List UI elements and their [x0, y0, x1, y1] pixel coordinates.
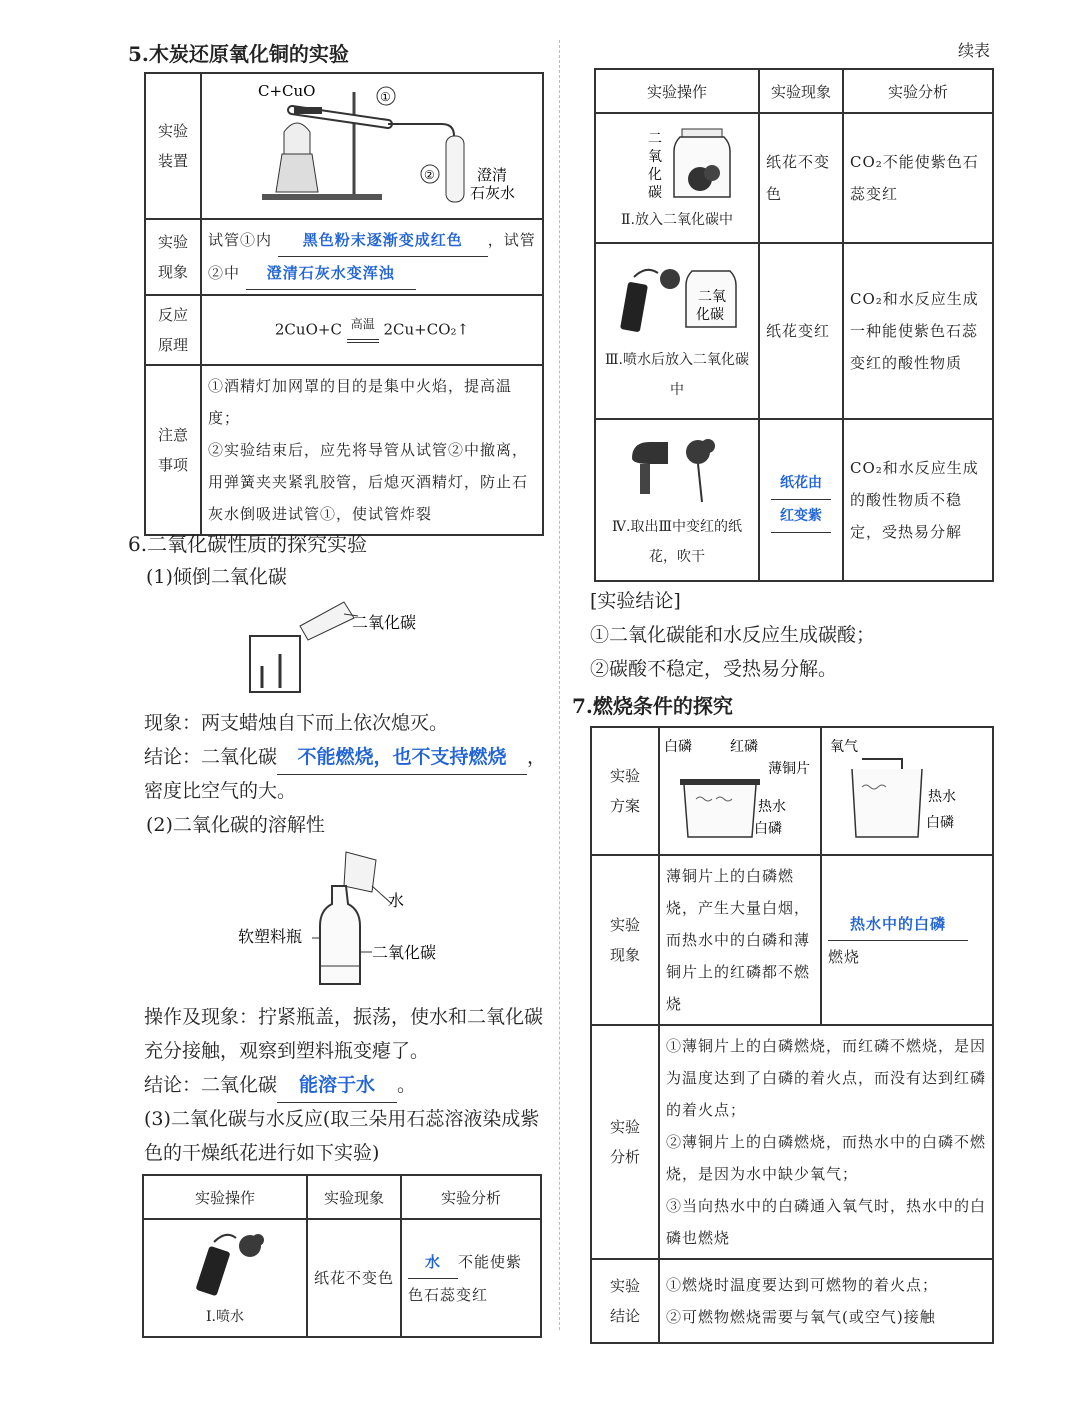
fig-white-p3: 白磷: [926, 815, 954, 831]
co2-water-table-part1: [142, 1174, 542, 1338]
row1-op: [143, 1219, 307, 1337]
fig1-co2-label: 二氧化碳: [352, 613, 417, 632]
row4-ana: CO₂和水反应生成的酸性物质不稳定，受热易分解: [843, 419, 993, 581]
concl-cell: ①燃烧时温度要达到可燃物的着火点； ②可燃物燃烧需要与氧气(或空气)接触: [659, 1259, 993, 1343]
answer-red-to-purple: 红变紫: [771, 500, 831, 533]
plan-right: [821, 727, 993, 855]
conclusion-title: [实验结论]: [590, 590, 681, 612]
phenomenon-text: 现象：两支蜡烛自下而上依次熄灭。: [144, 712, 449, 734]
phenomenon-cell: 试管①内 黑色粉末逐渐变成红色 ，试管②中 澄清石灰水变浑浊: [201, 219, 543, 295]
ana-label: 实验 分析: [591, 1025, 659, 1259]
tube2-label: ②: [424, 168, 435, 182]
svg-text:氧: 氧: [648, 149, 662, 165]
header-op: 实验操作: [143, 1175, 307, 1219]
copper-sheet-figure: [660, 729, 820, 849]
answer-not-burn: 不能燃烧，也不支持燃烧: [277, 740, 527, 775]
row3-phen: 纸花变红: [759, 243, 843, 419]
phenomenon-label: 实验 现象: [145, 219, 201, 295]
concl-label: 实验 结论: [591, 1259, 659, 1343]
pour-co2-figure: [240, 596, 440, 696]
header-ana: 实验分析: [401, 1175, 541, 1219]
column-divider: [559, 40, 560, 1330]
conclusion-c2: ②碳酸不稳定，受热易分解。: [590, 658, 838, 680]
svg-text:化: 化: [648, 167, 662, 183]
conclusion-2: 结论：二氧化碳 能溶于水 。: [144, 1068, 416, 1103]
row1-ana: 水 不能使紫色石蕊变红: [401, 1219, 541, 1337]
row2-op: [595, 113, 759, 243]
device-figure-cell: [201, 73, 543, 219]
phen-left: 薄铜片上的白磷燃烧，产生大量白烟，而热水中的白磷和薄铜片上的红磷都不燃烧: [659, 855, 821, 1025]
row3-ana: CO₂和水反应生成一种能使紫色石蕊变红的酸性物质: [843, 243, 993, 419]
sub3: (3)二氧化碳与水反应(取三朵用石蕊溶液染成紫色的干燥纸花进行如下实验): [144, 1108, 540, 1164]
tube1-label: ①: [380, 90, 391, 104]
phen-label: 实验 现象: [591, 855, 659, 1025]
fig-copper: 薄铜片: [768, 761, 810, 777]
row1-phen: 纸花不变色: [307, 1219, 401, 1337]
row3-jar-label: 二氧: [698, 289, 726, 305]
spray-and-jar-icon: [612, 257, 742, 341]
sub2: (2)二氧化碳的溶解性: [146, 814, 325, 836]
answer-limewater-turbid: 澄清石灰水变浑浊: [246, 257, 416, 290]
section-5-title: 5.木炭还原氧化铜的实验: [128, 42, 349, 66]
limewater-label: 澄清: [477, 166, 508, 184]
header-phen: 实验现象: [307, 1175, 401, 1219]
answer-soluble: 能溶于水: [277, 1068, 397, 1103]
svg-text:化碳: 化碳: [696, 307, 724, 323]
fig-red-p: 红磷: [730, 739, 758, 755]
answer-flower: 纸花由: [771, 467, 831, 500]
answer-black-to-red: 黑色粉末逐渐变成红色: [278, 224, 488, 257]
answer-hot-water-p: 热水中的白磷: [828, 908, 968, 941]
fig-white-p: 白磷: [664, 739, 692, 755]
row2-phen: 纸花不变色: [759, 113, 843, 243]
conclusion-c1: ①二氧化碳能和水反应生成碳酸；: [590, 624, 876, 646]
device-label: 实验 装置: [145, 73, 201, 219]
section-5-table: [144, 72, 544, 536]
principle-label: 反应 原理: [145, 295, 201, 365]
section-7-table: [590, 726, 994, 1344]
row4-op-label: Ⅳ.取出Ⅲ中变红的纸花，吹干: [612, 519, 742, 565]
oxygen-figure: [822, 729, 992, 849]
fig2-bottle-label: 软塑料瓶: [238, 927, 303, 946]
section-7-title: 7.燃烧条件的探究: [572, 694, 733, 718]
row3-op: [595, 243, 759, 419]
row4-op: [595, 419, 759, 581]
principle-cell: 2CuO+C 高温 2Cu+CO₂↑: [201, 295, 543, 365]
fig-oxygen: 氧气: [830, 739, 858, 755]
cont-header-ana: 实验分析: [843, 69, 993, 113]
row2-ana: CO₂不能使紫色石蕊变红: [843, 113, 993, 243]
section-6-title: 6.二氧化碳性质的探究实验: [128, 532, 368, 556]
conclusion-1: 结论：二氧化碳 不能燃烧，也不支持燃烧 ，: [144, 740, 546, 775]
operation-text: 操作及现象：拧紧瓶盖，振荡，使水和二氧化碳充分接触，观察到塑料瓶变瘪了。: [144, 1006, 544, 1062]
row2-jar-label: 二: [648, 131, 662, 147]
co2-jar-icon: [612, 121, 742, 201]
reagent-label: C+CuO: [258, 82, 316, 100]
fig2-co2-label: 二氧化碳: [372, 943, 437, 962]
fig-hot-water: 热水: [758, 799, 786, 815]
row4-phen: [759, 419, 843, 581]
conclusion-1-line2: 密度比空气的大。: [144, 780, 297, 802]
notes-cell: ①酒精灯加网罩的目的是集中火焰，提高温度； ②实验结束后，应先将导管从试管②中撤离，用弹簧夹夹紧乳胶管，后熄灭酒精灯，防止石灰水倒吸进试管①，使试管炸裂: [201, 365, 543, 535]
ana-cell: ①薄铜片上的白磷燃烧，而红磷不燃烧，是因为温度达到了白磷的着火点，而没有达到红磷的着火点； ②薄铜片上的白磷燃烧，而热水中的白磷不燃烧，是因为水中缺少氧气； ③当向热水中的白磷通入氧气时，热水中的白磷也燃烧: [659, 1025, 993, 1259]
row3-op-label: Ⅲ.喷水后放入二氧化碳中: [605, 352, 749, 398]
fig2-water-label: 水: [388, 891, 405, 910]
spray-bottle-icon: [170, 1224, 280, 1298]
answer-water: 水: [408, 1246, 458, 1279]
row1-op-label: Ⅰ.喷水: [206, 1309, 244, 1325]
continued-header: 续表: [958, 41, 991, 60]
plan-label: 实验 方案: [591, 727, 659, 855]
notes-label: 注意 事项: [145, 365, 201, 535]
phen-right: 热水中的白磷 燃烧: [821, 855, 993, 1025]
charcoal-apparatus-figure: [202, 74, 548, 214]
sub1: (1)倾倒二氧化碳: [146, 566, 287, 588]
svg-text:石灰水: 石灰水: [470, 184, 516, 202]
bottle-figure: [236, 846, 466, 996]
hairdryer-icon: [612, 428, 742, 508]
cont-header-op: 实验操作: [595, 69, 759, 113]
cont-header-phen: 实验现象: [759, 69, 843, 113]
row2-op-label: Ⅱ.放入二氧化碳中: [621, 212, 733, 228]
fig-hot-water-2: 热水: [928, 789, 956, 805]
co2-water-table-part2: [594, 68, 994, 582]
fig-white-p2: 白磷: [754, 821, 782, 837]
svg-text:碳: 碳: [648, 185, 662, 201]
plan-left: [659, 727, 821, 855]
